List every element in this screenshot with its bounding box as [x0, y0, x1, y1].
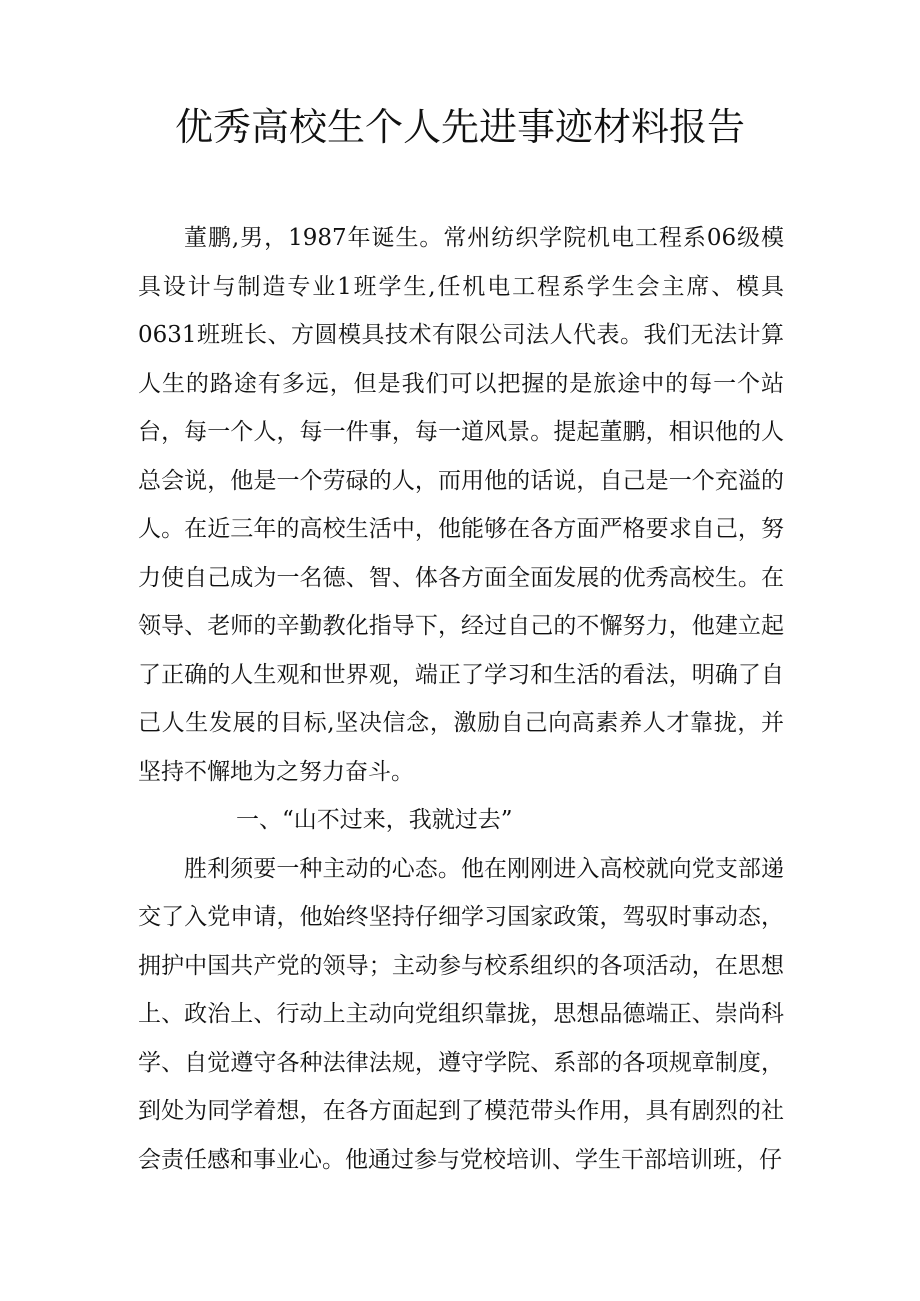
intro-paragraph: 董鹏,男，1987年诞生。常州纺织学院机电工程系06级模具设计与制造专业1班学生,任机电工程系学生会主席、模具0631班班长、方圆模具技术有限公司法人代表。我们无法计算人生的路途有多远，但是我们可以把握的是旅途中的每一个站台，每一个人，每一件事，每一道风景。提起董鹏，相识他的人总会说，他是一个劳碌的人，而用他的话说，自己是一个充溢的人。在近三年的高校生活中，他能够在各方面严格要求自己，努力使自己成为一名德、智、体各方面全面发展的优秀高校生。在领导、老师的辛勤教化指导下，经过自己的不懈努力，他建立起了正确的人生观和世界观，端正了学习和生活的看法，明确了自己人生发展的目标,坚决信念，激励自己向高素养人才靠拢，并坚持不懈地为之努力奋斗。: [138, 225, 784, 785]
document-title: 优秀高校生个人先进事迹材料报告: [174, 105, 745, 149]
section-1-paragraph: 胜利须要一种主动的心态。他在刚刚进入高校就向党支部递交了入党申请，他始终坚持仔细学习国家政策，驾驭时事动态，拥护中国共产党的领导；主动参与校系组织的各项活动，在思想上、政治上、行动上主动向党组织靠拢，思想品德端正、崇尚科学、自觉遵守各种法律法规，遵守学院、系部的各项规章制度，到处为同学着想，在各方面起到了模范带头作用，具有剧烈的社会责任感和事业心。他通过参与党校培训、学生干部培训班，仔: [138, 855, 784, 1173]
section-heading-1: 一、“山不过来，我就过去”: [236, 807, 513, 833]
document-body: [138, 214, 784, 1184]
